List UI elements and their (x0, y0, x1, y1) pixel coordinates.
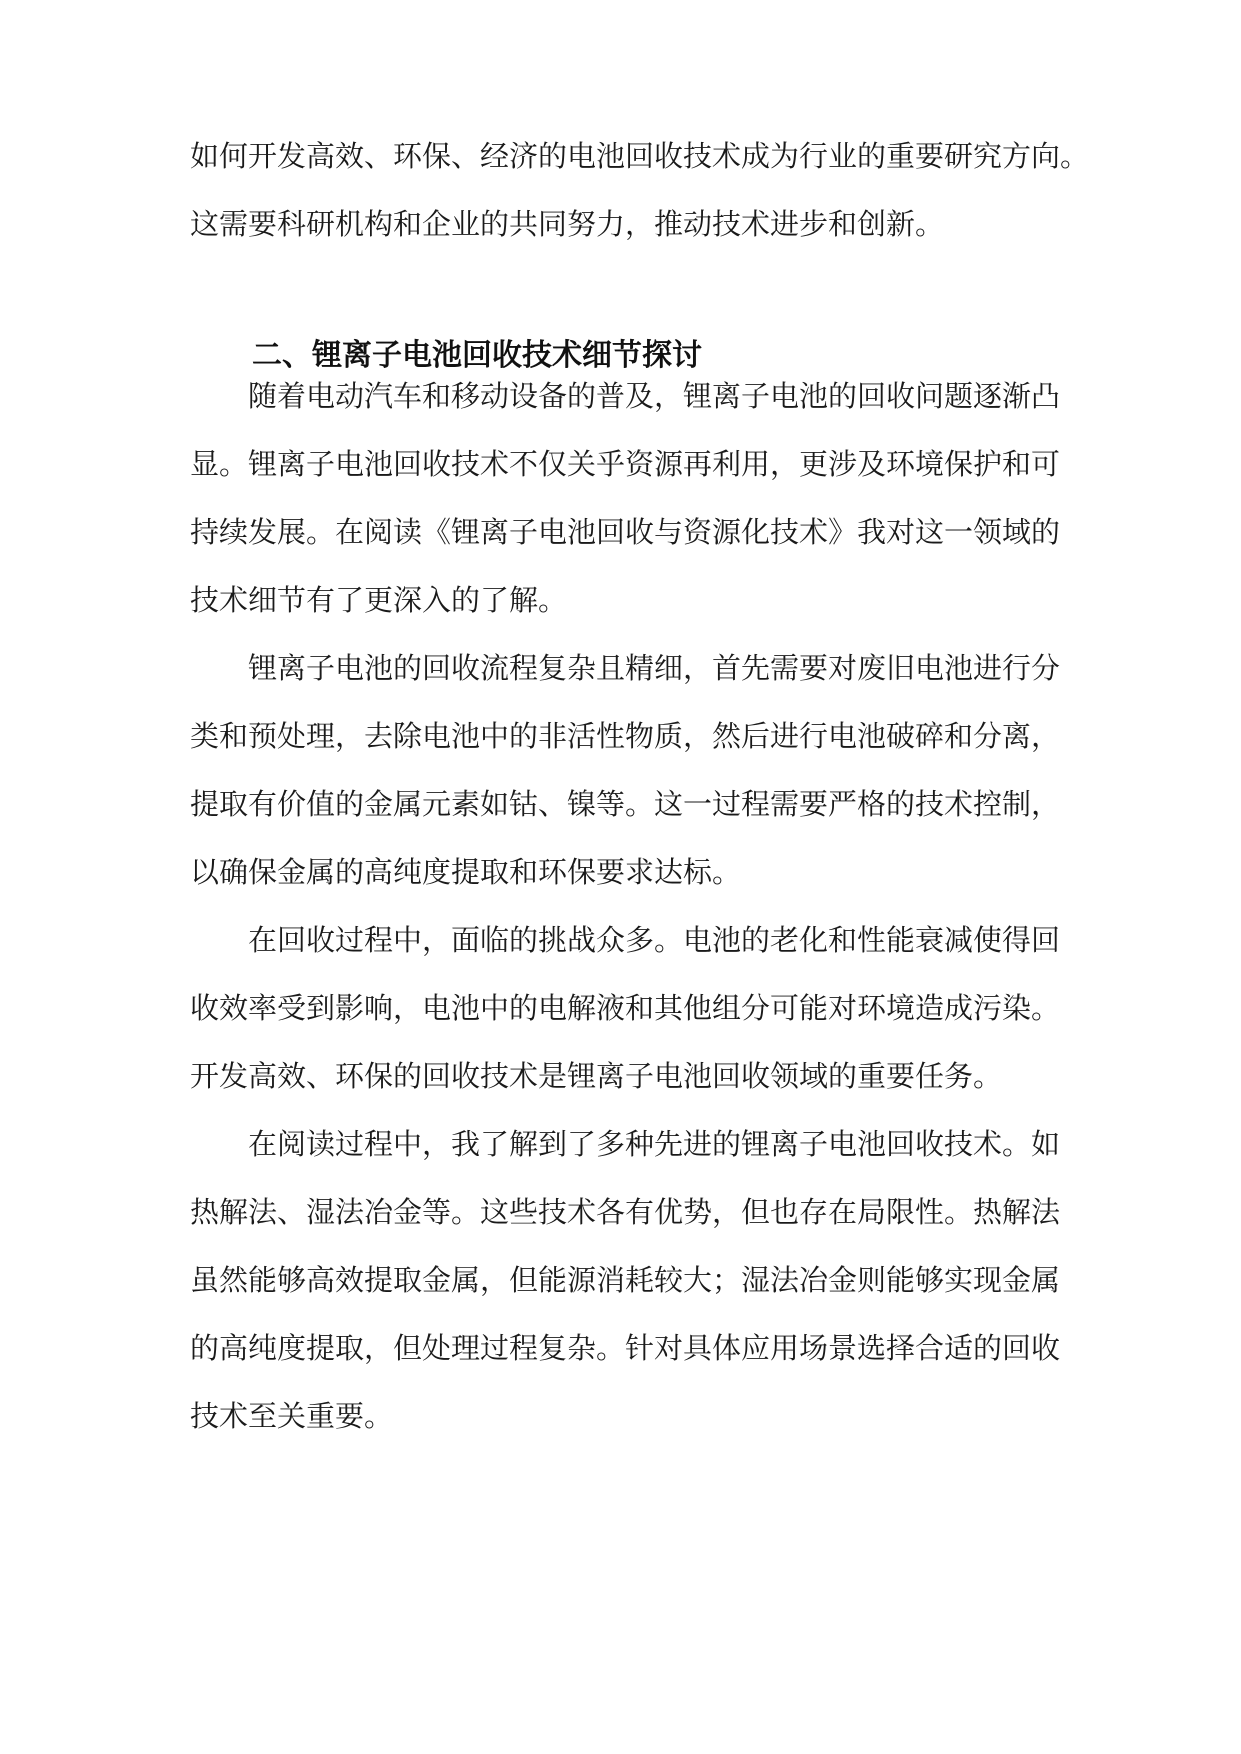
paragraph-line: 热解法、湿法冶金等。这些技术各有优势，但也存在局限性。热解法 (190, 1195, 1061, 1229)
paragraph-line: 开发高效、环保的回收技术是锂离子电池回收领域的重要任务。 (190, 1059, 1003, 1093)
section-heading: 二、锂离子电池回收技术细节探讨 (252, 338, 702, 373)
paragraph-line: 锂离子电池的回收流程复杂且精细，首先需要对废旧电池进行分 (248, 651, 1061, 685)
paragraph-line: 技术至关重要。 (190, 1399, 394, 1433)
paragraph-line: 提取有价值的金属元素如钴、镍等。这一过程需要严格的技术控制， (190, 787, 1061, 821)
paragraph-line: 在阅读过程中，我了解到了多种先进的锂离子电池回收技术。如 (248, 1127, 1061, 1161)
paragraph-line: 显。锂离子电池回收技术不仅关乎资源再利用，更涉及环境保护和可 (190, 447, 1061, 481)
paragraph-line: 以确保金属的高纯度提取和环保要求达标。 (190, 855, 742, 889)
paragraph-line: 的高纯度提取，但处理过程复杂。针对具体应用场景选择合适的回收 (190, 1331, 1061, 1365)
paragraph-line: 持续发展。在阅读《锂离子电池回收与资源化技术》我对这一领域的 (190, 515, 1061, 549)
paragraph-line: 收效率受到影响，电池中的电解液和其他组分可能对环境造成污染。 (190, 991, 1061, 1025)
paragraph-line: 技术细节有了更深入的了解。 (190, 583, 568, 617)
text-line: 这需要科研机构和企业的共同努力，推动技术进步和创新。 (190, 207, 945, 241)
text-line: 如何开发高效、环保、经济的电池回收技术成为行业的重要研究方向。 (190, 139, 1090, 173)
paragraph-line: 随着电动汽车和移动设备的普及，锂离子电池的回收问题逐渐凸 (248, 379, 1061, 413)
paragraph-line: 在回收过程中，面临的挑战众多。电池的老化和性能衰减使得回 (248, 923, 1061, 957)
paragraph-line: 虽然能够高效提取金属，但能源消耗较大；湿法冶金则能够实现金属 (190, 1263, 1061, 1297)
paragraph-line: 类和预处理，去除电池中的非活性物质，然后进行电池破碎和分离， (190, 719, 1061, 753)
